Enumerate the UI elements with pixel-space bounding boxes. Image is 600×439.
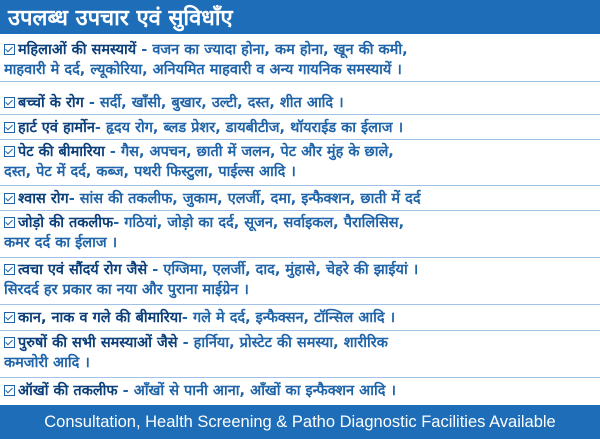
treatment-list bbox=[0, 36, 600, 404]
item-title: पेट की बीमारिया bbox=[18, 144, 105, 160]
list-item bbox=[4, 213, 598, 253]
checkbox-icon bbox=[4, 97, 15, 108]
item-description: - आँखों से पानी आना, आँखों का इन्फैक्शन आदि । bbox=[117, 383, 396, 399]
page-title: उपलब्ध उपचार एवं सुविधाँए bbox=[8, 6, 233, 31]
item-title: ऑखों की तकलीफ bbox=[18, 383, 118, 399]
item-description-continued: कमर दर्द का ईलाज । bbox=[4, 235, 118, 251]
item-title: जोड़ो की तकलीफ bbox=[18, 215, 114, 231]
item-description-continued: सिरदर्द हर प्रकार का नया और पुराना माईग्रेन । bbox=[4, 282, 249, 298]
footer-text: Consultation, Health Screening & Patho Diagnostic Facilities Available bbox=[44, 412, 556, 431]
item-title: हार्ट एवं हार्मोन bbox=[18, 120, 95, 136]
checkbox-icon bbox=[4, 385, 15, 396]
item-description: - हार्निया, प्रोस्टेट की समस्या, शारीरिक bbox=[177, 335, 388, 351]
list-item bbox=[4, 189, 598, 209]
divider bbox=[0, 330, 600, 331]
list-item bbox=[4, 118, 598, 138]
item-description: - गैस, अपचन, छाती में जलन, पेट और मुंह के छाले, bbox=[104, 144, 394, 160]
divider bbox=[0, 139, 600, 140]
list-item bbox=[4, 260, 598, 300]
item-description: - सांस की तकलीफ, जुकाम, एलर्जी, दमा, इन्फैक्शन, छाती में दर्द bbox=[68, 191, 421, 207]
item-title: कान, नाक व गले की बीमारिया bbox=[18, 310, 182, 326]
list-item bbox=[4, 333, 598, 373]
item-description: - हृदय रोग, ब्लड प्रेशर, डायबीटीज, थॉयराईड का ईलाज । bbox=[94, 120, 404, 136]
list-item bbox=[4, 93, 598, 113]
footer-banner bbox=[0, 405, 600, 439]
item-description: - वजन का ज्यादा होना, कम होना, खून की कमी, bbox=[136, 42, 408, 58]
header-banner bbox=[0, 0, 600, 34]
checkbox-icon bbox=[4, 122, 15, 133]
checkbox-icon bbox=[4, 217, 15, 228]
divider bbox=[0, 304, 600, 305]
divider bbox=[0, 210, 600, 211]
item-title: महिलाओं की समस्यायें bbox=[18, 42, 137, 58]
divider bbox=[0, 185, 600, 186]
item-title: बच्चों के रोग bbox=[18, 95, 84, 111]
checkbox-icon bbox=[4, 337, 15, 348]
divider bbox=[0, 114, 600, 115]
checkbox-icon bbox=[4, 193, 15, 204]
item-description-continued: माहवारी मे दर्द, ल्यूकोरिया, अनियमित माहवारी व अन्य गायनिक समस्यायें । bbox=[4, 62, 402, 78]
item-description: - गठियां, जोड़ो का दर्द, सूजन, सर्वाइकल, पैरालिसिस, bbox=[113, 215, 405, 231]
list-item bbox=[4, 381, 598, 401]
item-title: पुरुषों की सभी समस्याओं जैसे bbox=[18, 335, 178, 351]
divider bbox=[0, 257, 600, 258]
checkbox-icon bbox=[4, 264, 15, 275]
divider bbox=[0, 377, 600, 378]
list-item bbox=[4, 308, 598, 328]
item-description: - एग्जिमा, एलर्जी, दाद, मुंहासे, चेहरे की झाईयां । bbox=[147, 262, 419, 278]
divider bbox=[0, 81, 600, 82]
item-description: - गले मे दर्द, इन्फैक्सन, टॉन्सिल आदि । bbox=[181, 310, 396, 326]
checkbox-icon bbox=[4, 312, 15, 323]
item-title: त्वचा एवं सौंदर्य रोग जैसे bbox=[18, 262, 148, 278]
checkbox-icon bbox=[4, 146, 15, 157]
item-description-continued: दस्त, पेट में दर्द, कब्ज, पथरी फिस्टुला, पाईल्स आदि । bbox=[4, 164, 296, 180]
item-description: - सर्दी, खाँसी, बुखार, उल्टी, दस्त, शीत आदि । bbox=[83, 95, 344, 111]
list-item bbox=[4, 142, 598, 182]
checkbox-icon bbox=[4, 44, 15, 55]
item-title: श्वास रोग bbox=[18, 191, 69, 207]
list-item bbox=[4, 40, 598, 80]
item-description-continued: कमजोरी आदि । bbox=[4, 355, 90, 371]
